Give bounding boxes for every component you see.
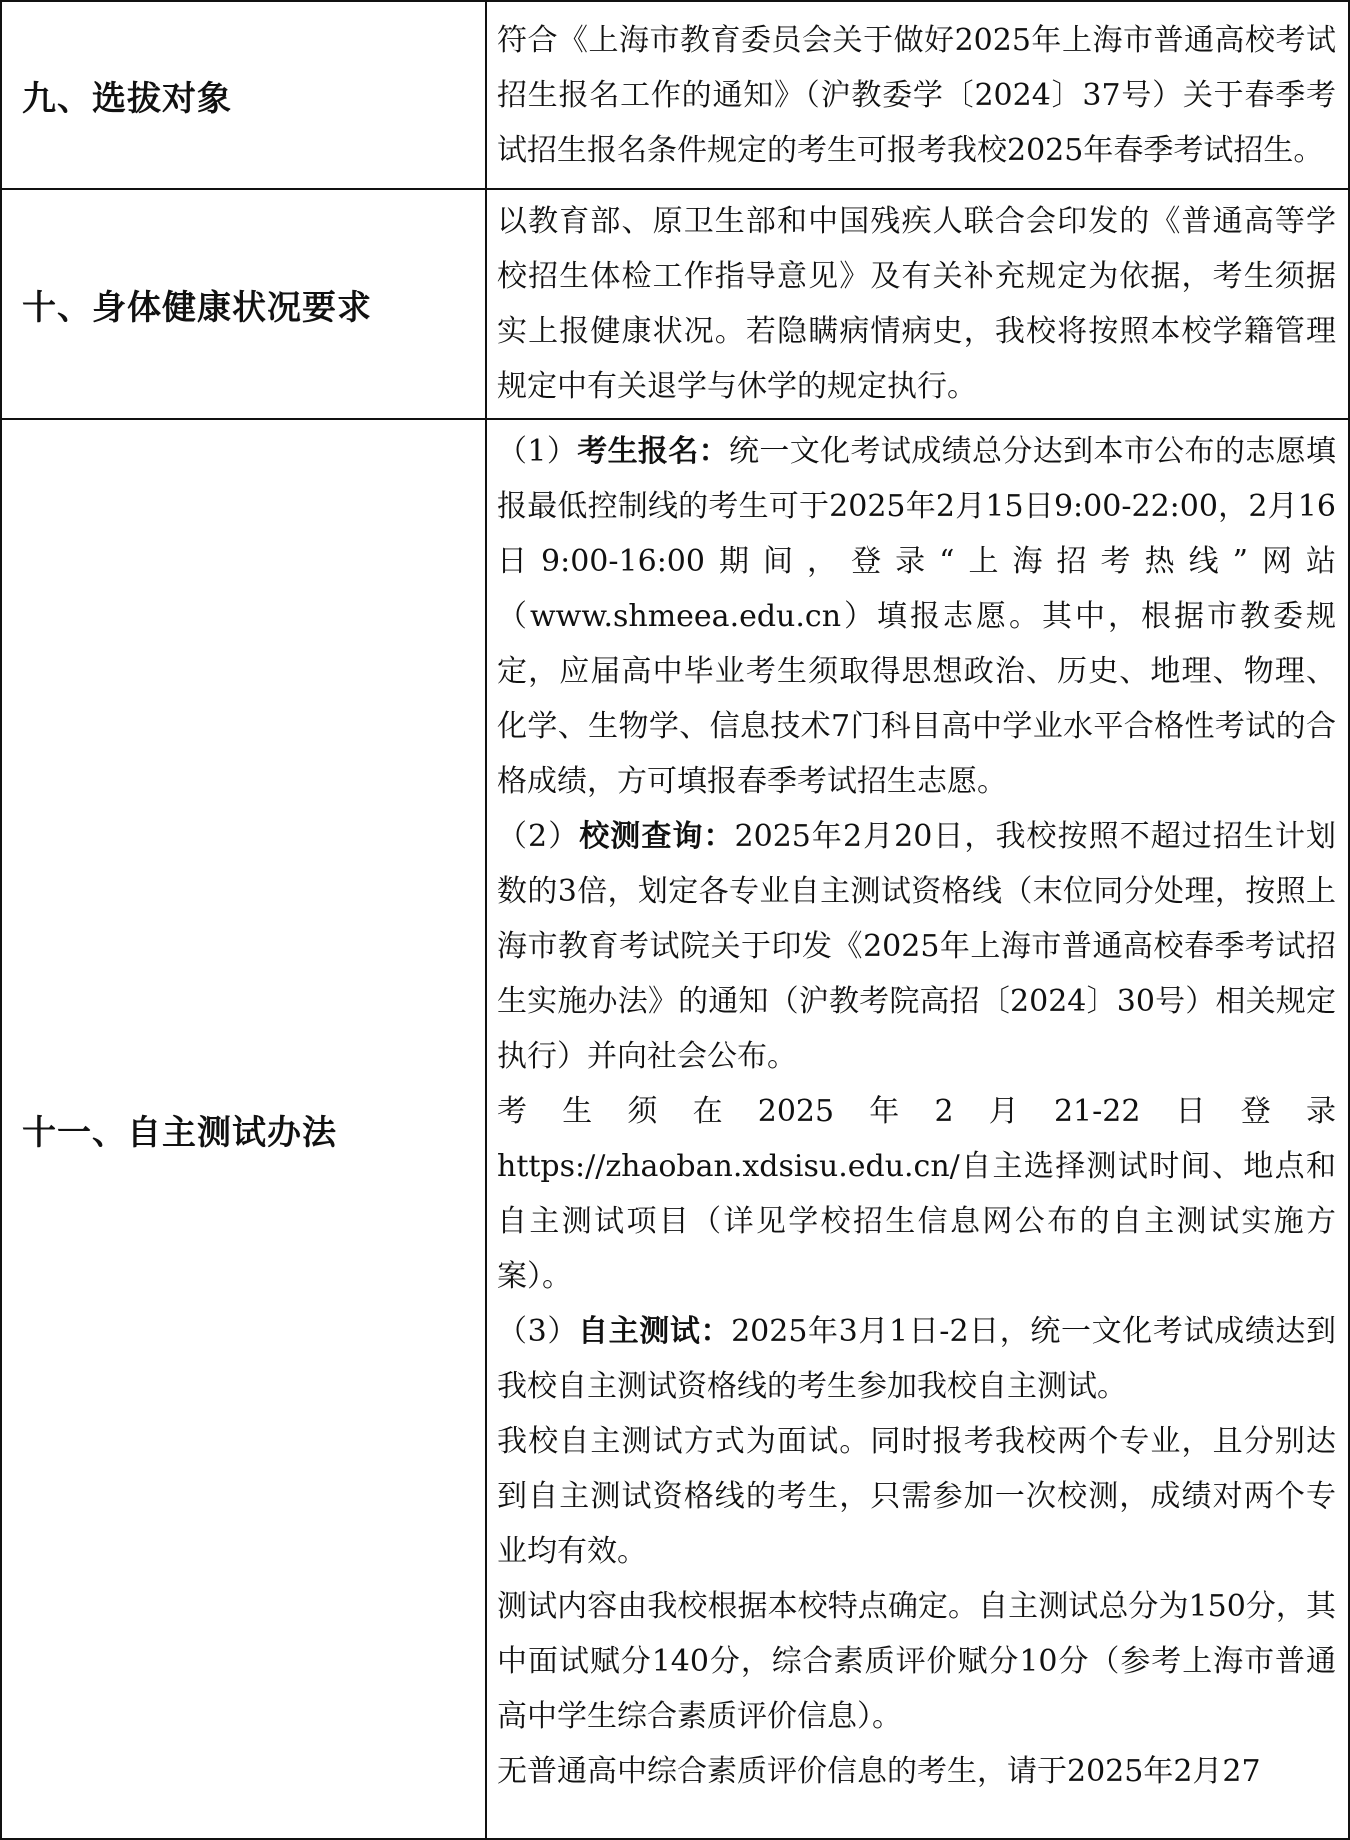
paragraph: 符合《上海市教育委员会关于做好2025年上海市普通高校考试招生报名工作的通知》（沪教委学〔2024〕37号）关于春季考试招生报名条件规定的考生可报考我校2025年春季考试招生。 xyxy=(497,22,1336,168)
item-number: （3） xyxy=(497,1314,578,1349)
paragraph-interview: 我校自主测试方式为面试。同时报考我校两个专业，且分别达到自主测试资格线的考生，只需参加一次校测，成绩对两个专业均有效。 xyxy=(497,1424,1336,1569)
paragraph-no-evaluation: 无普通高中综合素质评价信息的考生，请于2025年2月27 xyxy=(497,1754,1261,1789)
row-content-selection-target xyxy=(486,1,1349,189)
item-text: 2025年2月20日，我校按照不超过招生计划数的3倍，划定各专业自主测试资格线（末位同分处理，按照上海市教育考试院关于印发《2025年上海市普通高校春季考试招生实施办法》的通知（沪教考院高招〔2024〕30号）相关规定执行）并向社会公布。 xyxy=(497,819,1337,1074)
paragraph-login-url: https://zhaoban.xdsisu.edu.cn/自主选择测试时间、地点和自主测试项目（详见学校招生信息网公布的自主测试实施方案）。 xyxy=(497,1149,1336,1294)
paragraph-registration xyxy=(497,424,1336,809)
item-heading: 考生报名： xyxy=(577,434,730,469)
table-row xyxy=(1,189,1349,419)
item-text: 2025年3月1日-2日，统一文化考试成绩达到我校自主测试资格线的考生参加我校自主测试。 xyxy=(497,1314,1336,1404)
table-row xyxy=(1,419,1349,1839)
item-number: （2） xyxy=(497,819,580,854)
row-label-health-requirements: 十、身体健康状况要求 xyxy=(1,189,486,419)
table-row xyxy=(1,1,1349,189)
paragraph-self-test xyxy=(497,1304,1336,1414)
item-number: （1） xyxy=(497,434,578,469)
row-content-health-requirements xyxy=(486,189,1349,419)
item-heading: 自主测试： xyxy=(577,1314,732,1349)
item-heading: 校测查询： xyxy=(579,819,735,854)
paragraph: 以教育部、原卫生部和中国残疾人联合会印发的《普通高等学校招生体检工作指导意见》及有关补充规定为依据，考生须据实上报健康状况。若隐瞒病情病史，我校将按照本校学籍管理规定中有关退学与休学的规定执行。 xyxy=(497,204,1336,404)
item-text: 统一文化考试成绩总分达到本市公布的志愿填报最低控制线的考生可于2025年2月15日9:00-22:00，2月16日9:00-16:00期间，登录“上海招考热线”网站（www.shmeea.edu.cn）填报志愿。其中，根据市教委规定，应届高中毕业考生须取得思想政治、历史、地理、物理、化学、生物学、信息技术7门科目高中学业水平合格性考试的合格成绩，方可填报春季考试招生志愿。 xyxy=(497,434,1337,799)
paragraph-scoring: 测试内容由我校根据本校特点确定。自主测试总分为150分，其中面试赋分140分，综合素质评价赋分10分（参考上海市普通高中学生综合素质评价信息）。 xyxy=(497,1589,1336,1734)
paragraph-test-query xyxy=(497,809,1336,1084)
row-content-self-test-method xyxy=(486,419,1349,1839)
row-label-self-test-method: 十一、自主测试办法 xyxy=(1,419,486,1839)
paragraph-login-date: 考生须在2025年2月21-22日登录 xyxy=(497,1094,1336,1129)
row-label-selection-target: 九、选拔对象 xyxy=(1,1,486,189)
